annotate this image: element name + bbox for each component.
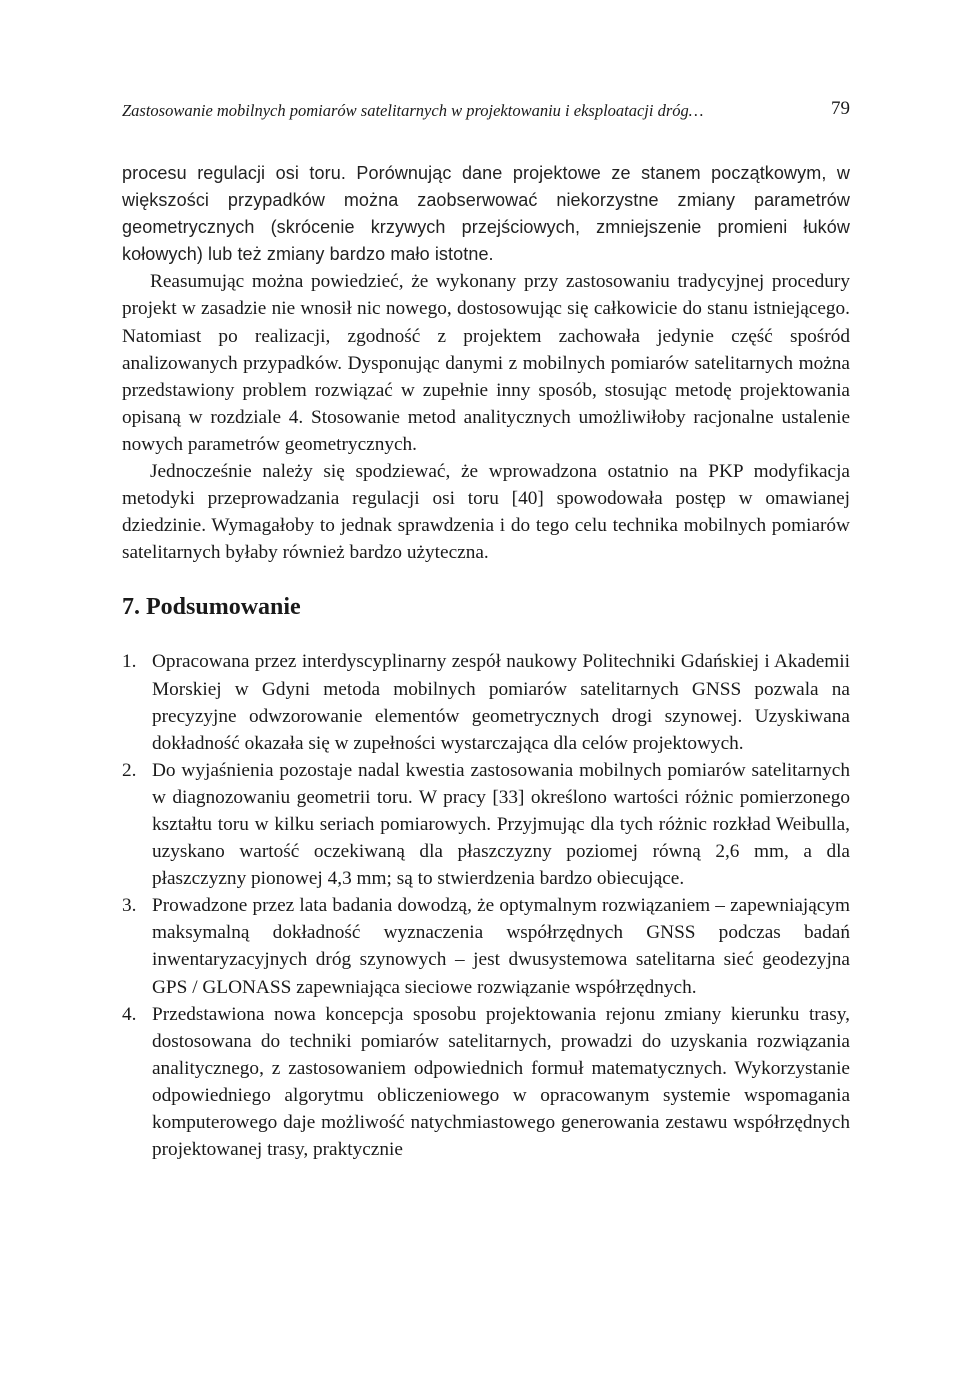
list-item-text: Prowadzone przez lata badania dowodzą, że optymalnym rozwiązaniem – zapewniającym maksymalną dokładność wyznaczenia współrzędnych GNSS podczas badań inwentaryzacyjnych dróg szynowych – jest dwusystemowa satelitarna sieć geodezyjna GPS / GLONASS zapewniająca sieciowe rozwiązanie współrzędnych. <box>152 895 850 998</box>
list-item-number: 1. <box>122 651 137 673</box>
conclusions-list <box>122 648 850 1163</box>
list-item <box>122 757 850 892</box>
running-header-title: Zastosowanie mobilnych pomiarów satelitarnych w projektowaniu i eksploatacji dróg… <box>122 101 704 120</box>
list-item-text: Opracowana przez interdyscyplinarny zespół naukowy Politechniki Gdańskiej i Akademii Morskiej w Gdyni metoda mobilnych pomiarów satelitarnych GNSS pozwala na precyzyjne odwzorowanie elementów geometrycznych drogi szynowej. Uzyskiwana dokładność okazała się w zupełności wystarczająca dla celów projektowych. <box>152 651 850 754</box>
list-item <box>122 1001 850 1164</box>
paragraph: Reasumując można powiedzieć, że wykonany przy zastosowaniu tradycyjnej procedury projekt w zasadzie nie wnosił nic nowego, dostosowując się całkowicie do stanu istniejącego. Natomiast po realizacji, zgodność z projektem zachowała jedynie część spośród analizowanych przypadków. Dysponując danymi z mobilnych pomiarów satelitarnych można przedstawiony problem rozwiązać w zupełnie inny sposób, stosując metodę projektowania opisaną w rozdziale 4. Stosowanie metod analitycznych umożliwiłoby racjonalne ustalenie nowych parametrów geometrycznych. <box>122 271 850 455</box>
paragraph: Jednocześnie należy się spodziewać, że wprowadzona ostatnio na PKP modyfikacja metodyki przeprowadzania regulacji osi toru [40] spowodowała postęp w omawianej dziedzinie. Wymagałoby to jednak sprawdzenia i do tego celu technika mobilnych pomiarów satelitarnych byłaby również bardzo użyteczna. <box>122 461 850 564</box>
list-item-number: 3. <box>122 895 137 917</box>
list-item <box>122 648 850 756</box>
list-item-text: Do wyjaśnienia pozostaje nadal kwestia zastosowania mobilnych pomiarów satelitarnych w diagnozowaniu geometrii toru. W pracy [33] określono wartości różnic pomierzonego kształtu toru w kilku seriach pomiarowych. Przyjmując dla tych różnic rozkład Weibulla, uzyskano wartość oczekiwaną dla płaszczyzny poziomej równą 2,6 mm, a dla płaszczyzny pionowej 4,3 mm; są to stwierdzenia bardzo obiecujące. <box>152 759 850 890</box>
page-number: 79 <box>831 98 850 119</box>
list-item <box>122 892 850 1000</box>
list-item-text: Przedstawiona nowa koncepcja sposobu projektowania rejonu zmiany kierunku trasy, dostosowana do techniki pomiarów satelitarnych, prowadzi do uzyskania rozwiązania analitycznego, z zastosowaniem odpowiednich formuł matematycznych. Wykorzystanie odpowiedniego algorytmu obliczeniowego w opracowanym systemie wspomagania komputerowego daje możliwość natychmiastowego generowania zestawu współrzędnych projektowanej trasy, praktycznie <box>152 1003 850 1161</box>
list-item-number: 4. <box>122 1003 137 1025</box>
body-text <box>122 160 850 1163</box>
running-header <box>122 98 850 124</box>
list-item-number: 2. <box>122 759 137 781</box>
paragraph: procesu regulacji osi toru. Porównując dane projektowe ze stanem początkowym, w większości przypadków można zaobserwować niekorzystne zmiany parametrów geometrycznych (skrócenie krzywych przejściowych, zmniejszenie promieni łuków kołowych) lub też zmiany bardzo mało istotne. <box>122 163 850 265</box>
section-heading: 7. Podsumowanie <box>122 594 301 621</box>
